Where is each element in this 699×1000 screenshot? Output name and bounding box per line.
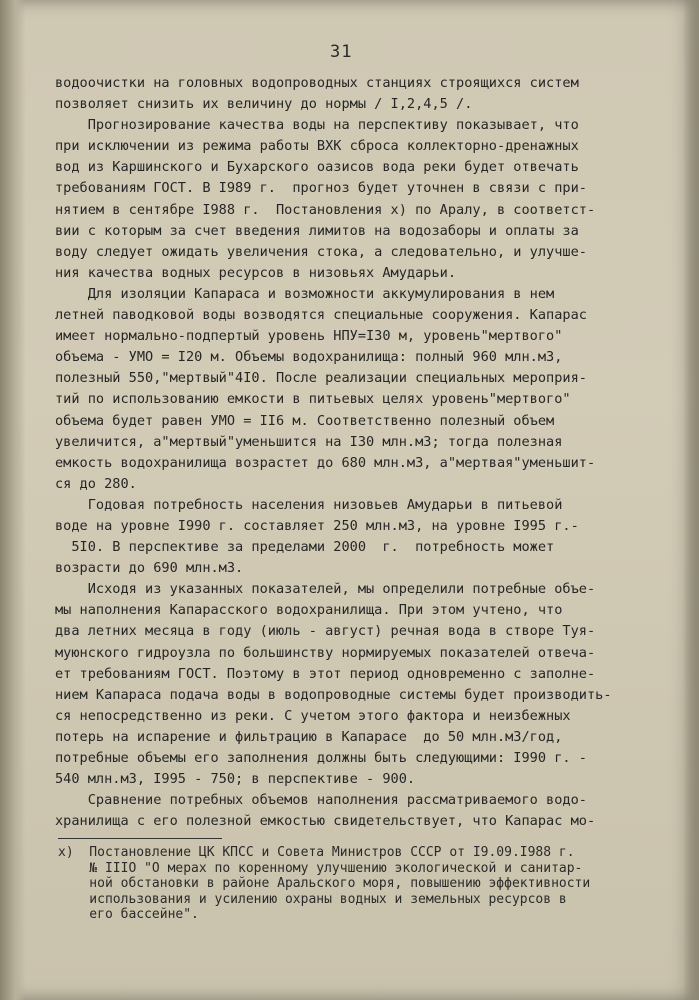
text-line: возрасти до 690 млн.м3. (55, 560, 244, 577)
text-line: потерь на испарение и фильтрацию в Капарасе до 50 млн.м3/год, (55, 728, 563, 745)
text-line: Годовая потребность населения низовьев Амударьи в питьевой (55, 496, 563, 513)
text-line: 540 млн.м3, I995 - 750; в перспективе - 900. (55, 771, 416, 788)
footnote-line: № IIIO "О мерах по коренному улучшению экологической и санитар- (58, 860, 583, 876)
paragraph (55, 790, 645, 832)
text-line: мы наполнения Капарасского водохранилища. При этом учтено, что (55, 602, 563, 619)
paragraph (55, 73, 645, 115)
page-binding-shadow (0, 0, 26, 1000)
text-line: потребные объемы его заполнения должны быть следующими: I990 г. - (55, 750, 587, 766)
text-line: имеет нормально-подпертый уровень НПУ=I30 м, уровень"мертвого" (55, 328, 563, 345)
text-line: увеличится, а"мертвый"уменьшится на I30 млн.м3; тогда полезная (55, 433, 563, 450)
text-line: ся непосредственно из реки. С учетом этого фактора и неизбежных (55, 707, 571, 724)
text-line: хранилища с его полезной емкостью свидетельствует, что Капарас мо- (55, 813, 596, 830)
text-line: водоочистки на головных водопроводных станциях строящихся систем (55, 75, 579, 91)
text-line: нятием в сентябре I988 г. Постановления х) по Аралу, в соответст- (55, 201, 596, 218)
footnote-line: использования и усилению охраны водных и земельных ресурсов в (58, 891, 567, 907)
text-line: воду следует ожидать увеличения стока, а следовательно, и улучше- (55, 243, 587, 260)
text-line: Исходя из указанных показателей, мы определили потребные объе- (55, 581, 596, 598)
text-line: ся до 280. (55, 475, 137, 492)
page-edge-shadow (683, 0, 699, 1000)
paragraph (55, 115, 645, 284)
text-line: ет требованиям ГОСТ. Поэтому в этот период одновременно с заполне- (55, 665, 596, 682)
text-line: воде на уровне I990 г. составляет 250 млн.м3, на уровне I995 г.- (55, 517, 579, 534)
text-line: тий по использованию емкости в питьевых целях уровень"мертвого" (55, 391, 571, 408)
text-line: требованиям ГОСТ. В I989 г. прогноз будет уточнен в связи с при- (55, 180, 587, 197)
text-line: Для изоляции Капараса и возможности аккумулирования в нем (55, 285, 555, 302)
footnote-line: ной обстановки в районе Аральского моря, повышению эффективности (58, 876, 591, 891)
text-line: объема будет равен УМО = II6 м. Соответственно полезный объем (55, 412, 555, 429)
body-text (55, 73, 645, 832)
footnote-line: его бассейне". (58, 907, 199, 922)
text-line: полезный 550,"мертвый"4I0. После реализации специальных мероприя- (55, 370, 587, 387)
text-line: при исключении из режима работы ВХК сброса коллекторно-дренажных (55, 138, 579, 155)
paragraph (55, 284, 645, 495)
paragraph (55, 495, 645, 579)
text-line: два летних месяца в году (июль - август) речная вода в створе Туя- (55, 623, 596, 640)
paragraph (55, 579, 645, 790)
text-line: ния качества водных ресурсов в низовьях Амударьи. (55, 264, 457, 281)
text-line: нием Капараса подача воды в водопроводные системы будет производить- (55, 686, 612, 703)
text-line: объема - УМО = I20 м. Объемы водохранилища: полный 960 млн.м3, (55, 349, 563, 366)
text-line: вии с которым за счет введения лимитов на водозаборы и оплаты за (55, 222, 579, 239)
text-line: муюнского гидроузла по большинству нормируемых показателей отвеча- (55, 644, 596, 661)
footnote-separator (58, 838, 222, 839)
page-number: 31 (330, 42, 353, 62)
text-line: позволяет снизить их величину до нормы / I,2,4,5 /. (55, 96, 473, 113)
footnote (58, 845, 648, 923)
text-line: Прогнозирование качества воды на перспективу показывает, что (55, 117, 579, 134)
footnote-line: х) Постановление ЦК КПСС и Совета Министров СССР от I9.09.I988 г. (58, 845, 575, 860)
text-line: вод из Каршинского и Бухарского оазисов вода реки будет отвечать (55, 159, 579, 176)
text-line: летней паводковой воды возводятся специальные сооружения. Капарас (55, 307, 587, 324)
text-line: 5I0. В перспективе за пределами 2000 г. потребность может (55, 539, 555, 556)
text-line: емкость водохранилища возрастет до 680 млн.м3, а"мертвая"уменьшит- (55, 454, 596, 471)
text-line: Сравнение потребных объемов наполнения рассматриваемого водо- (55, 792, 587, 809)
